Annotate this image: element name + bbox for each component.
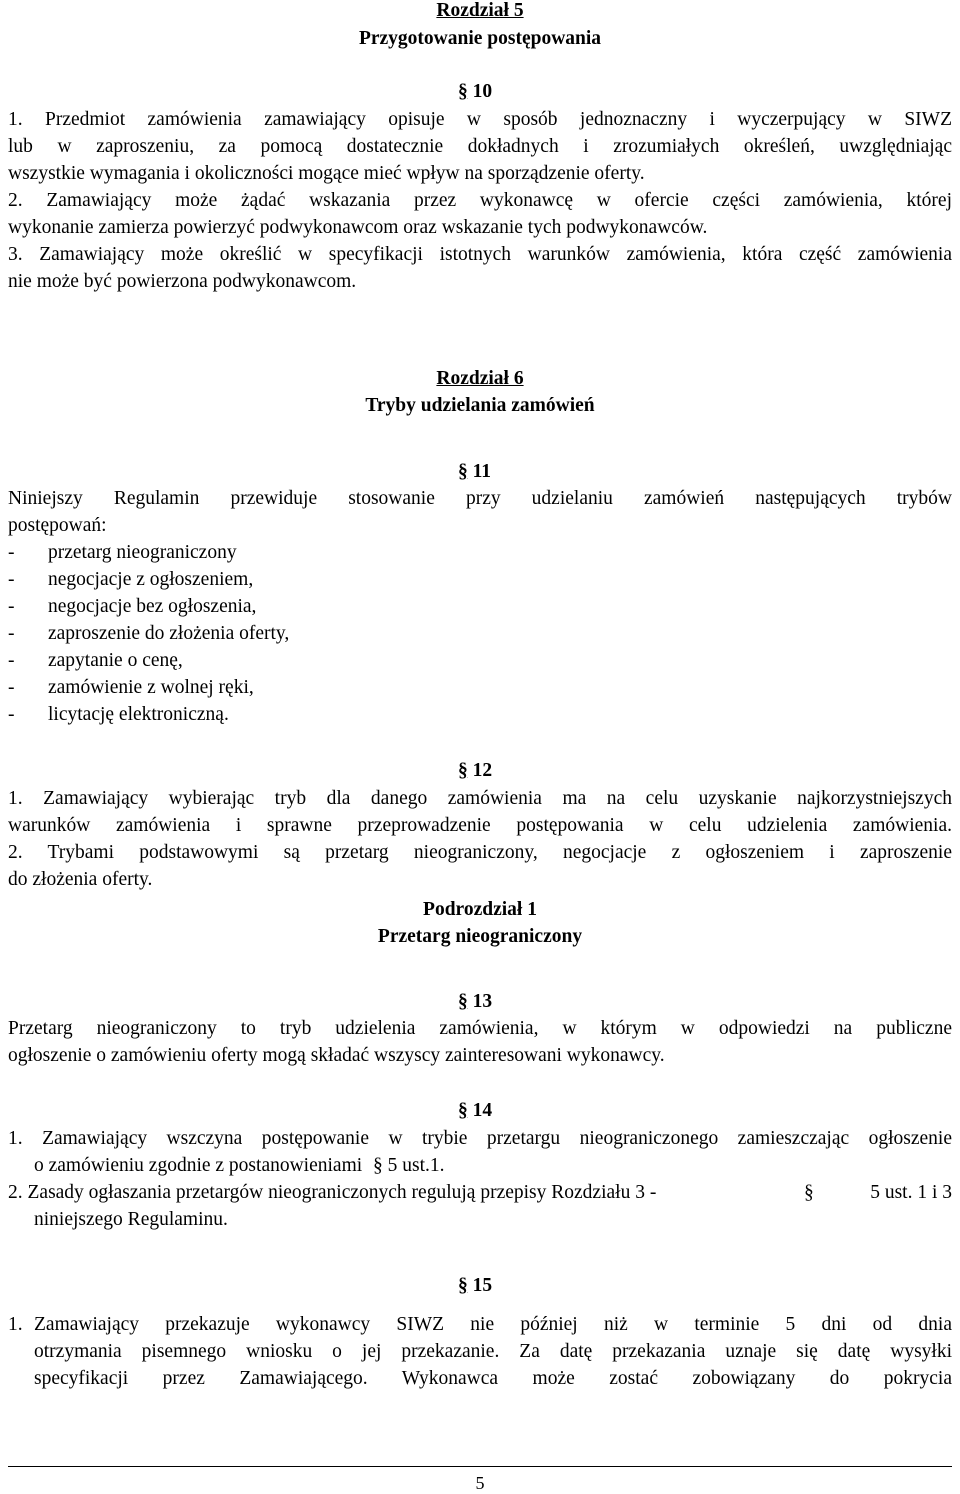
section-14-reference-2: 5 ust. 1 i 3 xyxy=(870,1182,952,1203)
list-dash: - xyxy=(8,596,15,617)
section-15-number xyxy=(458,1272,492,1299)
section-14-number xyxy=(458,1097,492,1124)
list-dash: - xyxy=(8,623,15,644)
section-number: 11 xyxy=(472,461,492,482)
section-13-number xyxy=(458,988,492,1015)
list-item: zapytanie o cenę, xyxy=(48,650,183,671)
list-dash: - xyxy=(8,677,15,698)
list-item: przetarg nieograniczony xyxy=(48,542,237,563)
section-number: 15 xyxy=(472,1275,493,1296)
chapter-6-heading: Rozdział 6 xyxy=(436,368,524,389)
section-15-line-1: Zamawiający przekazuje wykonawcy SIWZ nie później niż w terminie 5 dni od dnia xyxy=(34,1314,952,1335)
section-11-intro-2: postępowań: xyxy=(8,515,107,536)
section-10-line-1: 1. Przedmiot zamówienia zamawiający opisuje w sposób jednoznaczny i wyczerpujący w SIWZ xyxy=(8,109,952,130)
section-12-line-4: do złożenia oferty. xyxy=(8,869,153,890)
section-14-reference: § 5 ust.1. xyxy=(373,1155,445,1176)
section-10-line-5: wykonanie zamierza powierzyć podwykonawcom oraz wskazanie tych podwykonawców. xyxy=(8,217,708,238)
list-item: zaproszenie do złożenia oferty, xyxy=(48,623,290,644)
section-10-line-3: wszystkie wymagania i okoliczności mogące mieć wpływ na sporządzenie oferty. xyxy=(8,163,645,184)
section-13-line-2: ogłoszenie o zamówieniu oferty mogą składać wszyscy zainteresowani wykonawcy. xyxy=(8,1045,665,1066)
section-10-number xyxy=(458,78,492,105)
list-dash: - xyxy=(8,569,15,590)
section-15-line-3: specyfikacji przez Zamawiającego. Wykonawca może zostać zobowiązany do pokrycia xyxy=(34,1368,952,1389)
list-item: negocjacje bez ogłoszenia, xyxy=(48,596,257,617)
list-dash: - xyxy=(8,542,15,563)
section-number: 13 xyxy=(472,991,493,1012)
section-12-number xyxy=(458,757,492,784)
section-sign: § xyxy=(458,81,468,102)
section-14-line-3 xyxy=(8,1179,952,1206)
list-dash: - xyxy=(8,650,15,671)
section-sign: § xyxy=(458,991,468,1012)
section-10-line-7: nie może być powierzona podwykonawcom. xyxy=(8,271,357,292)
section-13-line-1: Przetarg nieograniczony to tryb udzielenia zamówienia, w którym w odpowiedzi na publiczne xyxy=(8,1018,952,1039)
section-11-number xyxy=(458,458,491,485)
section-14-line-1: 1. Zamawiający wszczyna postępowanie w trybie przetargu nieograniczonego zamieszczając ogłoszenie xyxy=(8,1128,952,1149)
footer-divider xyxy=(8,1466,952,1467)
section-sign: § xyxy=(458,1100,468,1121)
section-10-line-6: 3. Zamawiający może określić w specyfikacji istotnych warunków zamówienia, która część zamówienia xyxy=(8,244,952,265)
section-14-line-4: niniejszego Regulaminu. xyxy=(34,1209,228,1230)
section-12-line-2: warunków zamówienia i sprawne przeprowadzenie postępowania w celu udzielenia zamówienia. xyxy=(8,815,952,836)
section-14-line-3-text: 2. Zasady ogłaszania przetargów nieograniczonych regulują przepisy Rozdziału 3 - xyxy=(8,1182,657,1203)
section-10-line-2: lub w zaproszeniu, za pomocą dostatecznie dokładnych i zrozumiałych określeń, uwzględniając xyxy=(8,136,952,157)
chapter-6-title: Tryby udzielania zamówień xyxy=(365,395,595,416)
section-12-line-1: 1. Zamawiający wybierając tryb dla danego zamówienia ma na celu uzyskanie najkorzystniejszych xyxy=(8,788,952,809)
chapter-5-heading: Rozdział 5 xyxy=(436,0,524,21)
list-dash: - xyxy=(8,704,15,725)
subchapter-1-title: Przetarg nieograniczony xyxy=(377,926,583,947)
section-sign: § xyxy=(458,1275,468,1296)
section-11-intro-1: Niniejszy Regulamin przewiduje stosowanie przy udzielaniu zamówień następujących trybów xyxy=(8,488,952,509)
page-number: 5 xyxy=(475,1473,485,1493)
section-10-line-4: 2. Zamawiający może żądać wskazania przez wykonawcę w ofercie części zamówienia, której xyxy=(8,190,952,211)
section-15-line-2: otrzymania pisemnego wniosku o jej przekazanie. Za datę przekazania uznaje się datę wysyłki xyxy=(34,1341,952,1362)
section-number: 12 xyxy=(472,760,493,781)
section-12-line-3: 2. Trybami podstawowymi są przetarg nieograniczony, negocjacje z ogłoszeniem i zaproszenie xyxy=(8,842,952,863)
section-number: 14 xyxy=(472,1100,493,1121)
section-14-line-2 xyxy=(34,1152,445,1179)
subchapter-1-heading: Podrozdział 1 xyxy=(423,899,537,920)
section-number: 10 xyxy=(472,81,493,102)
list-item: negocjacje z ogłoszeniem, xyxy=(48,569,254,590)
list-item: zamówienie z wolnej ręki, xyxy=(48,677,254,698)
section-sign: § xyxy=(458,461,468,482)
section-sign: § xyxy=(804,1182,814,1203)
section-14-line-2-text: o zamówieniu zgodnie z postanowieniami xyxy=(34,1155,363,1176)
chapter-5-title: Przygotowanie postępowania xyxy=(358,28,602,49)
section-sign: § xyxy=(458,760,468,781)
list-item: licytację elektroniczną. xyxy=(48,704,229,725)
section-15-item-number: 1. xyxy=(8,1314,23,1335)
